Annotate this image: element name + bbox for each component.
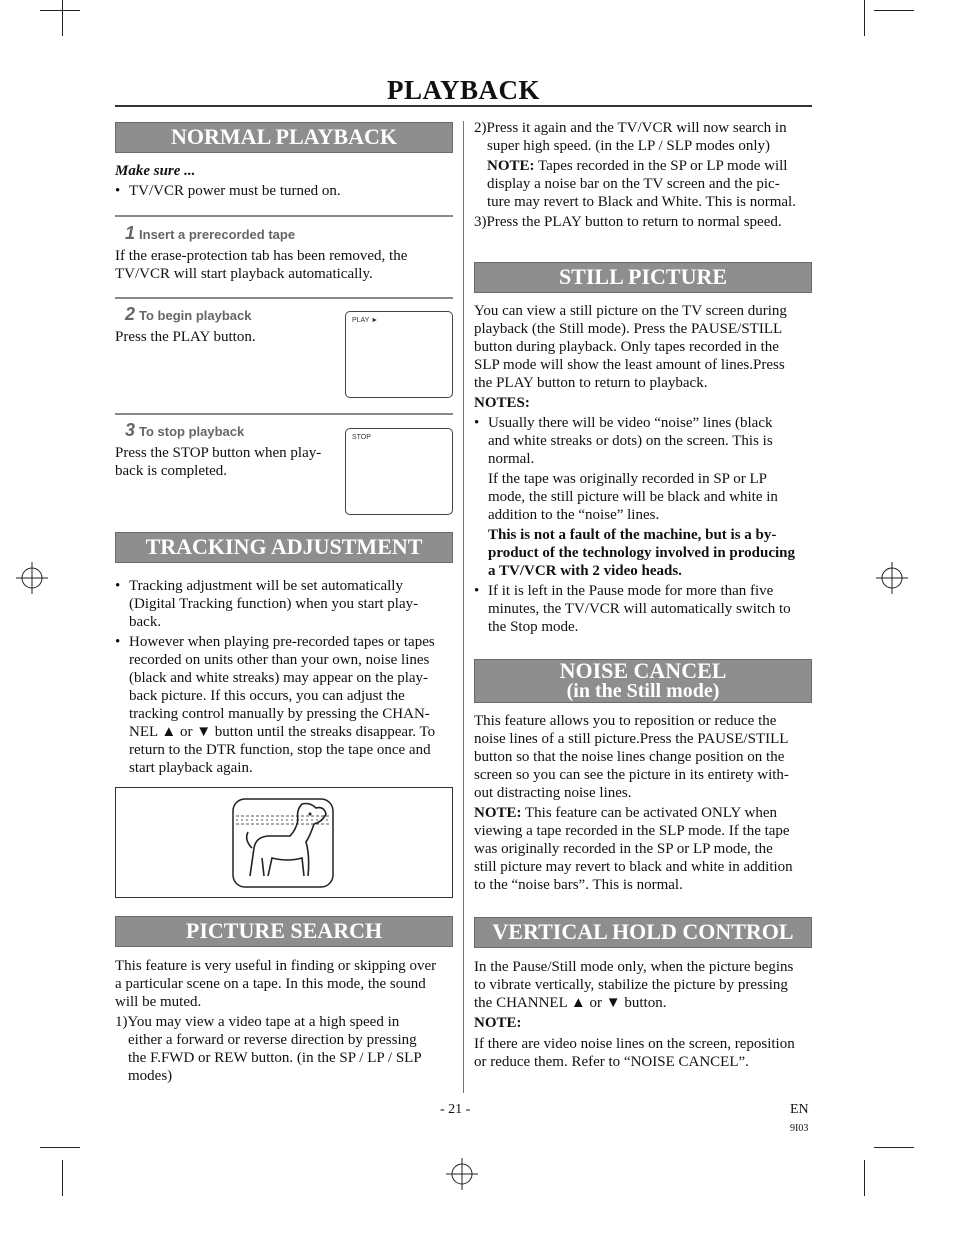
tracking-bullet-1: [115, 577, 418, 631]
page-number: - 21 -: [440, 1102, 471, 1117]
noise-line: This feature can be activated ONLY when: [521, 805, 777, 821]
step2-divider: [115, 297, 453, 299]
still-line: the PLAY button to return to playback.: [474, 375, 708, 391]
note-line: display a noise bar on the TV screen and the pic-: [487, 176, 780, 192]
still-line: normal.: [488, 451, 535, 467]
language-code: EN: [790, 1102, 809, 1117]
still-line: a TV/VCR with 2 video heads.: [488, 563, 682, 579]
noise-line: screen so you can see the picture in its entirety with-: [474, 767, 789, 783]
picture-search-note: [487, 157, 796, 211]
picture-search-item3: 3)Press the PLAY button to return to normal speed.: [474, 214, 782, 230]
still-picture-header: STILL PICTURE: [474, 262, 812, 293]
vhold-line: If there are video noise lines on the screen, reposition: [474, 1036, 795, 1052]
crop-mark: [864, 0, 865, 36]
tracking-line: return to the DTR function, stop the tape once and: [129, 742, 431, 758]
crop-mark: [40, 1147, 80, 1148]
page-title: PLAYBACK: [386, 75, 541, 105]
noise-cancel-title: NOISE CANCEL: [559, 658, 727, 683]
tv-dog-illustration-icon: [230, 796, 336, 890]
noise-line: out distracting noise lines.: [474, 785, 632, 801]
note-label: NOTE:: [487, 158, 535, 174]
step1-divider: [115, 215, 453, 217]
still-line: • If it is left in the Pause mode for more than five: [488, 583, 774, 599]
step3-divider: [115, 413, 453, 415]
step2-title: To begin playback: [139, 308, 252, 323]
step1-text: [115, 247, 407, 283]
tracking-line: • Tracking adjustment will be set automatically: [129, 578, 403, 594]
power-bullet: • TV/VCR power must be turned on.: [115, 182, 341, 200]
stop-screen-illustration: [345, 428, 453, 515]
still-bold-note: [488, 526, 795, 580]
step3-title: To stop playback: [139, 424, 245, 439]
search-line: This feature is very useful in finding or skipping over: [115, 958, 437, 974]
step2-text: Press the PLAY button.: [115, 329, 256, 345]
tracking-bullet-2: [115, 633, 435, 777]
noise-line: noise lines of a still picture.Press the PAUSE/STILL: [474, 731, 789, 747]
note-line: ture may revert to Black and White. This is normal.: [487, 194, 796, 210]
play-screen-text: PLAY ►: [352, 317, 379, 324]
tracking-header: TRACKING ADJUSTMENT: [115, 532, 453, 563]
search-line: super high speed. (in the LP / SLP modes only): [487, 138, 771, 154]
still-bullet-2: [474, 582, 791, 636]
still-line: button during playback. Only tapes recorded in the: [474, 339, 779, 355]
normal-playback-header: NORMAL PLAYBACK: [115, 122, 453, 153]
still-line: You can view a still picture on the TV screen during: [474, 303, 787, 319]
still-line: and white streaks or dots) on the screen. This is: [488, 433, 773, 449]
step3-number: 3: [125, 420, 136, 440]
step2-heading: [125, 305, 251, 325]
tracking-line: back picture. If this occurs, you can adjust the: [129, 688, 405, 704]
vertical-hold-note: [474, 1035, 795, 1071]
noise-line: to the “noise bars”. This is normal.: [474, 877, 683, 893]
noise-line: button so that the noise lines change position on the: [474, 749, 785, 765]
picture-search-intro: [115, 957, 436, 1011]
registration-mark-icon: [876, 562, 908, 594]
picture-search-item2: [474, 119, 787, 155]
document-code: 9I03: [790, 1123, 809, 1134]
search-line: will be muted.: [115, 994, 202, 1010]
step3-line: back is completed.: [115, 463, 228, 479]
noise-cancel-note: [474, 804, 793, 894]
still-notes-label: NOTES:: [474, 395, 530, 411]
tracking-line: (black and white streaks) may appear on the play-: [129, 670, 429, 686]
picture-search-item1: [115, 1013, 422, 1085]
step3-text: [115, 444, 321, 480]
crop-mark: [62, 1160, 63, 1196]
crop-mark: [62, 0, 63, 36]
search-line: a particular scene on a tape. In this mode, the sound: [115, 976, 426, 992]
tracking-line: recorded on units other than your own, noise lines: [129, 652, 430, 668]
still-line: If the tape was originally recorded in SP or LP: [488, 471, 767, 487]
noise-cancel-header: [474, 659, 812, 703]
tracking-line: • However when playing pre-recorded tapes or tapes: [129, 634, 435, 650]
still-line: This is not a fault of the machine, but is a by-: [488, 527, 777, 543]
note-label: NOTE:: [474, 805, 522, 821]
play-screen-illustration: [345, 311, 453, 398]
still-line: product of the technology involved in producing: [488, 545, 795, 561]
search-line: 1)You may view a video tape at a high speed in: [115, 1014, 400, 1030]
vhold-line: the CHANNEL ▲ or ▼ button.: [474, 995, 667, 1011]
column-divider: [463, 121, 464, 1093]
search-line: either a forward or reverse direction by pressing: [128, 1032, 417, 1048]
crop-mark: [874, 10, 914, 11]
step3-heading: [125, 421, 244, 441]
still-line: playback (the Still mode). Press the PAUSE/STILL: [474, 321, 783, 337]
vhold-line: to vibrate vertically, stabilize the picture by pressing: [474, 977, 788, 993]
tracking-line: start playback again.: [129, 760, 253, 776]
registration-mark-icon: [446, 1158, 478, 1190]
still-line: SLP mode will show the least amount of lines.Press: [474, 357, 785, 373]
picture-search-header: PICTURE SEARCH: [115, 916, 453, 947]
vhold-line: or reduce them. Refer to “NOISE CANCEL”.: [474, 1054, 749, 1070]
tracking-line: (Digital Tracking function) when you start play-: [129, 596, 419, 612]
still-line: minutes, the TV/VCR will automatically switch to: [488, 601, 791, 617]
vertical-hold-note-label: NOTE:: [474, 1015, 522, 1031]
search-line: 2)Press it again and the TV/VCR will now search in: [474, 120, 787, 136]
search-line: the F.FWD or REW button. (in the SP / LP / SLP: [128, 1050, 422, 1066]
step1-title: Insert a prerecorded tape: [139, 227, 296, 242]
noise-cancel-intro: [474, 712, 789, 802]
still-line: mode, the still picture will be black and white in: [488, 489, 778, 505]
step2-number: 2: [125, 304, 136, 324]
still-picture-intro: [474, 302, 787, 392]
noise-line: still picture may revert to black and white in addition: [474, 859, 793, 875]
vhold-line: In the Pause/Still mode only, when the picture begins: [474, 959, 794, 975]
tracking-line: back.: [129, 614, 162, 630]
noise-line: viewing a tape recorded in the SLP mode. If the tape: [474, 823, 790, 839]
step1-line: TV/VCR will start playback automatically.: [115, 266, 373, 282]
still-bullet-1: [474, 414, 773, 468]
noise-line: was originally recorded in the SP or LP mode, the: [474, 841, 773, 857]
stop-screen-text: STOP: [352, 434, 371, 441]
still-line: the Stop mode.: [488, 619, 579, 635]
search-line: modes): [128, 1068, 173, 1084]
make-sure-label: Make sure ...: [115, 163, 196, 179]
noise-cancel-subtitle: (in the Still mode): [566, 680, 720, 702]
crop-mark: [40, 10, 80, 11]
note-line: Tapes recorded in the SP or LP mode will: [538, 158, 788, 174]
registration-mark-icon: [16, 562, 48, 594]
crop-mark: [864, 1160, 865, 1196]
still-line: • Usually there will be video “noise” lines (black: [488, 415, 773, 431]
tracking-line: tracking control manually by pressing the CHAN-: [129, 706, 430, 722]
tracking-line: NEL ▲ or ▼ button until the streaks disappear. To: [129, 724, 436, 740]
crop-mark: [874, 1147, 914, 1148]
noise-line: This feature allows you to reposition or reduce the: [474, 713, 777, 729]
vertical-hold-intro: [474, 958, 793, 1012]
vertical-hold-header: VERTICAL HOLD CONTROL: [474, 917, 812, 948]
title-rule: [115, 105, 812, 107]
still-line: addition to the “noise” lines.: [488, 507, 660, 523]
still-para2: [488, 470, 778, 524]
step1-line: If the erase-protection tab has been removed, the: [115, 248, 408, 264]
step1-number: 1: [125, 223, 136, 243]
step3-line: Press the STOP button when play-: [115, 445, 322, 461]
step1-heading: [125, 224, 295, 244]
